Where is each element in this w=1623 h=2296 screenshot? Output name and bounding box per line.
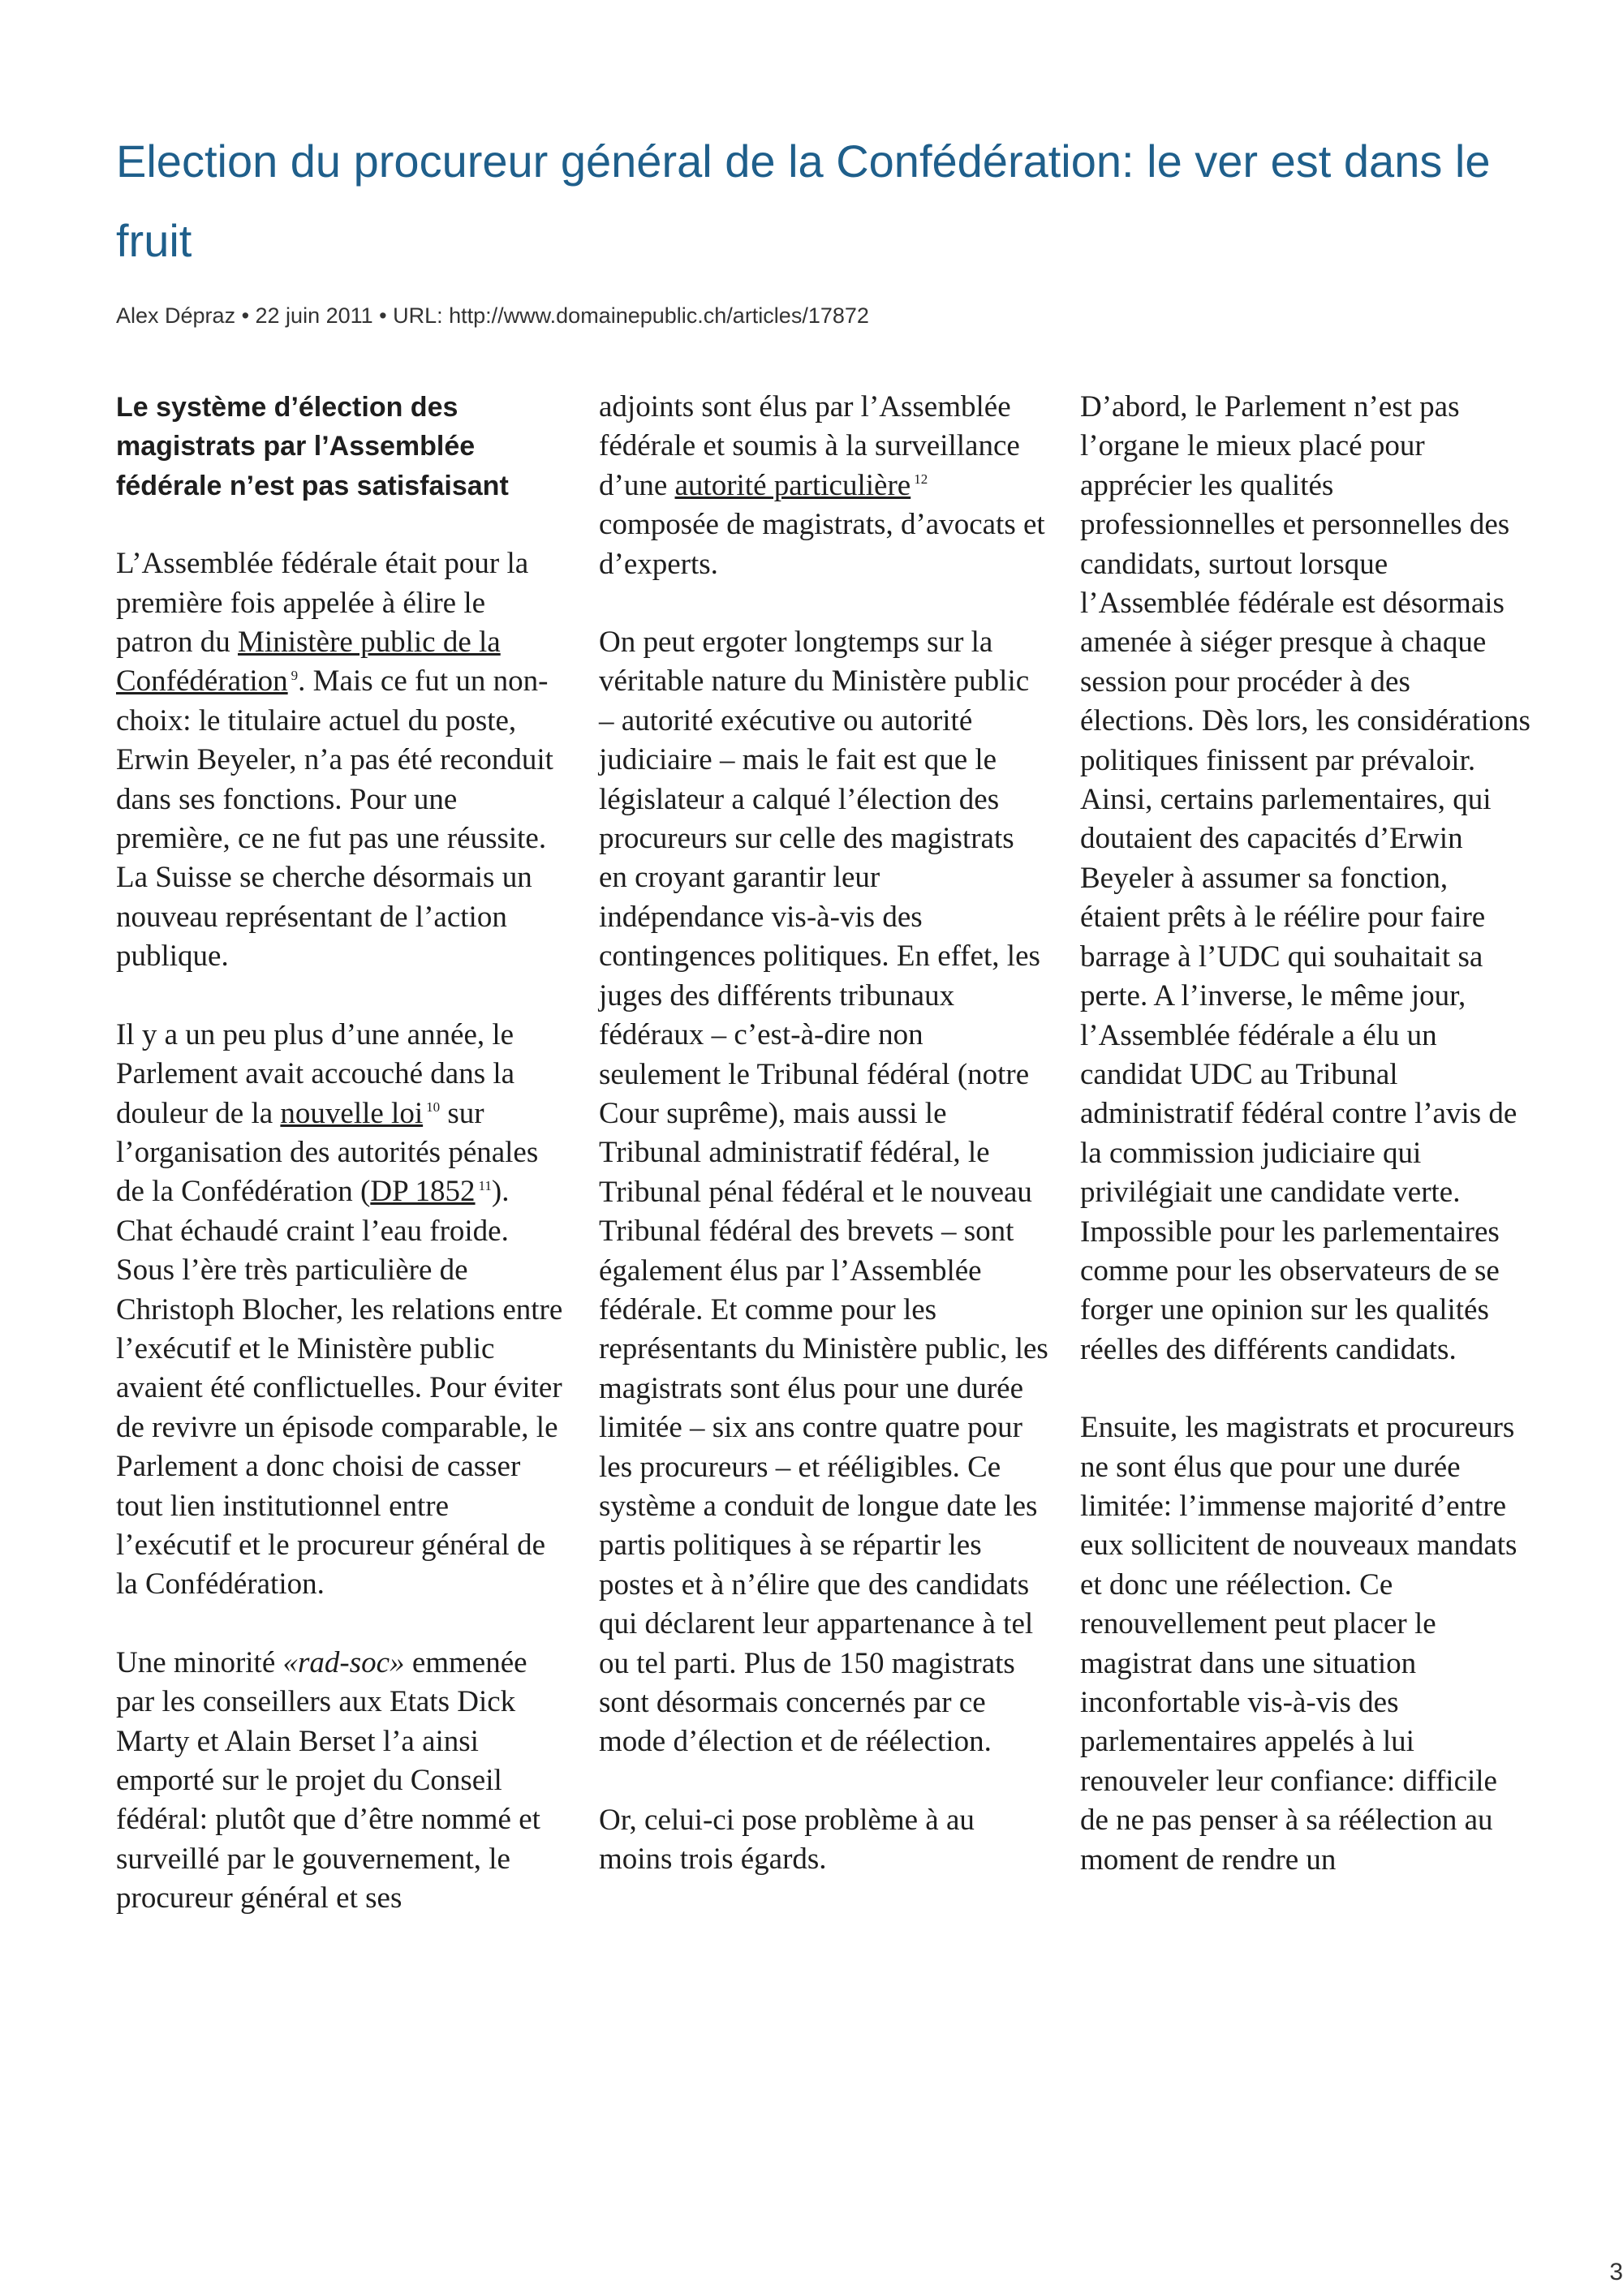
paragraph-4: On peut ergoter longtemps sur la véritable nature du Ministère public – autorité exécutive ou autorité judiciaire – mais le fait est que le législateur a calqué l’élection des procureurs sur celle des magistrats en croyant garantir leur indépendance vis-à-vis des contingences politiques. En effet, les juges des différents tribunaux fédéraux – c’est-à-dire non seulement le Tribunal fédéral (notre Cour suprême), mais aussi le Tribunal administratif fédéral, le Tribunal pénal fédéral et le nouveau Tribunal fédéral des brevets – sont également élus par l’Assemblée fédérale. Et comme pour les représentants du Ministère public, les magistrats sont élus pour une durée limitée – six ans contre quatre pour les procureurs – et rééligibles. Ce système a conduit de longue date les partis politiques à se répartir les postes et à n’élire que des candidats qui déclarent leur appartenance à tel ou tel parti. Plus de 150 magistrats sont désormais concernés par ce mode d’élection et de réélection. — [599, 626, 1048, 1759]
paragraph-5: Or, celui-ci pose problème à au moins trois égards. — [599, 1803, 975, 1877]
text: composée de magistrats, d’avocats et d’experts. — [599, 508, 1045, 581]
paragraph-2 — [116, 1016, 566, 1605]
text: Une minorité — [116, 1645, 283, 1679]
paragraph-3-start — [116, 1644, 566, 1919]
text: emmenée par les conseillers aux Etats Dick Marty et Alain Berset l’a ainsi emporté sur le projet du Conseil fédéral: plutôt que d’être nommé et surveillé par le gouvernement, le procureur général et ses — [116, 1645, 540, 1915]
text: L’Assemblée fédérale était pour la première fois appelée à élire le patron du — [116, 547, 529, 660]
link-ministere-public[interactable]: Ministère public de la Confédération — [116, 626, 501, 699]
column-2 — [599, 388, 1049, 1919]
footnote-ref: 11 — [478, 1177, 492, 1193]
article-lead: Le système d’élection des magistrats par l’Assemblée fédérale n’est pas satisfaisant — [116, 392, 509, 501]
link-autorite-particuliere[interactable]: autorité particulière — [674, 468, 911, 502]
footnote-ref: 10 — [426, 1099, 441, 1116]
paragraph-1 — [116, 544, 566, 976]
paragraph-6: D’abord, le Parlement n’est pas l’organe le mieux placé pour apprécier les qualités professionnelles et personnelles des candidats, surtout lorsque l’Assemblée fédérale est désormais amenée à siéger presque à chaque session pour procéder à des élections. Dès lors, les considérations politiques finissent par prévaloir. Ainsi, certains parlementaires, qui doutaient des capacités d’Erwin Beyeler à assumer sa fonction, étaient prêts à le réélire pour faire barrage à l’UDC qui souhaitait sa perte. A l’inverse, le même jour, l’Assemblée fédérale a élu un candidat UDC au Tribunal administratif fédéral contre l’avis de la commission judiciaire qui privilégiait une candidate verte. Impossible pour les parlementaires comme pour les observateurs de se forger une opinion sur les qualités réelles des différents candidats. — [1080, 390, 1530, 1366]
footnote-ref: 12 — [914, 471, 928, 488]
column-1 — [116, 388, 566, 1958]
paragraph-3-end — [599, 388, 1049, 584]
link-dp-1852[interactable]: DP 1852 — [370, 1175, 476, 1209]
article-meta: Alex Dépraz • 22 juin 2011 • URL: http://www.domainepublic.ch/articles/17872 — [116, 303, 869, 328]
text: . Mais ce fut un non-choix: le titulaire actuel du poste, Erwin Beyeler, n’a pas été reconduit dans ses fonctions. Pour une première, ce ne fut pas une réussite. La Suisse se cherche désormais un nouveau représentant de l’action publique. — [116, 664, 553, 974]
paragraph-7: Ensuite, les magistrats et procureurs ne sont élus que pour une durée limitée: l’immense majorité d’entre eux sollicitent de nouveaux mandats et donc une réélection. Ce renouvellement peut placer le magistrat dans une situation inconfortable vis-à-vis des parlementaires appelés à lui renouveler leur confiance: difficile de ne pas penser à sa réélection au moment de rendre un — [1080, 1411, 1518, 1877]
emphasis-rad-soc: «rad-soc» — [282, 1645, 405, 1679]
article-title: Election du procureur général de la Confédération: le ver est dans le fruit — [116, 135, 1491, 266]
text: sur l’organisation des autorités pénales de la Confédération ( — [116, 1096, 539, 1209]
text: adjoints sont élus par l’Assemblée fédérale et soumis à la surveillance d’une — [599, 390, 1020, 502]
link-nouvelle-loi[interactable]: nouvelle loi — [280, 1096, 424, 1130]
text: Il y a un peu plus d’une année, le Parlement avait accouché dans la douleur de la — [116, 1017, 515, 1130]
column-3 — [1080, 388, 1530, 1919]
text: ). Chat échaudé craint l’eau froide. Sous l’ère très particulière de Christoph Blocher, les relations entre l’exécutif et le Ministère public avaient été conflictuelles. Pour éviter de revivre un épisode comparable, le Parlement a donc choisi de casser tout lien institutionnel entre l’exécutif et le procureur général de la Confédération. — [116, 1175, 563, 1602]
page-number: 3 — [1609, 2259, 1623, 2285]
footnote-ref: 9 — [291, 668, 299, 684]
